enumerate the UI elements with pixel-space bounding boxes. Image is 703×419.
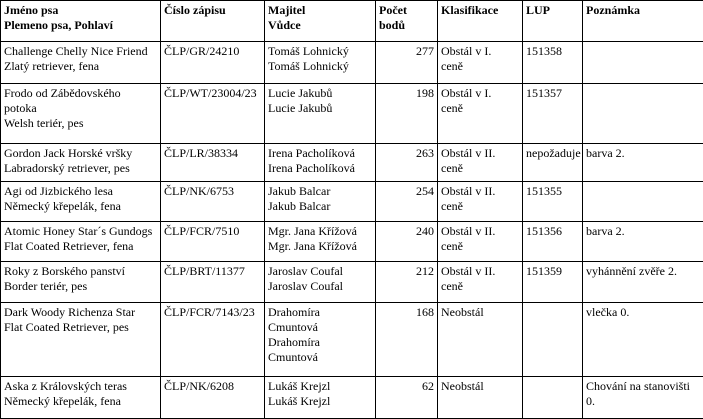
registration-cell	[161, 303, 265, 377]
table-row	[1, 303, 703, 377]
header-row	[1, 1, 703, 42]
registration-number: ČLP/WT/23004/23	[164, 86, 261, 101]
registration-number: ČLP/BRT/11377	[164, 264, 261, 279]
lup-cell	[523, 222, 583, 262]
note-cell	[583, 222, 703, 262]
lup-value: 151357	[526, 86, 579, 101]
header-note-text: Poznámka	[586, 3, 700, 18]
header-name-line: Jméno psa	[4, 3, 157, 18]
points-cell	[376, 84, 438, 144]
lup-cell	[523, 42, 583, 84]
note-cell	[583, 84, 703, 144]
owner-name: Irena Pacholíková	[268, 146, 372, 161]
registration-cell	[161, 84, 265, 144]
lup-cell	[523, 182, 583, 222]
classification-line-1: Obstál v II.	[441, 224, 519, 239]
points-cell	[376, 222, 438, 262]
classification-line-1: Obstál v II.	[441, 184, 519, 199]
dog-cell	[1, 377, 161, 419]
handler-last-name: Cmuntová	[268, 350, 372, 365]
header-lup	[523, 1, 583, 42]
header-registration-text: Číslo zápisu	[164, 3, 261, 18]
points-value: 198	[416, 86, 434, 100]
classification-cell	[438, 303, 523, 377]
registration-number: ČLP/LR/38334	[164, 146, 261, 161]
handler-first-name: Drahomíra	[268, 335, 372, 350]
points-value: 212	[416, 264, 434, 278]
note-cell	[583, 144, 703, 182]
header-points-line-1: Počet	[379, 3, 434, 18]
dog-breed: Flat Coated Retriever, fena	[4, 239, 157, 254]
dog-breed: Border teriér, pes	[4, 279, 157, 294]
dog-breed: Flat Coated Retriever, pes	[4, 320, 157, 335]
classification-line-2: ceně	[441, 279, 519, 294]
lup-value: 151356	[526, 224, 579, 239]
note-text: vlečka 0.	[586, 305, 700, 320]
dog-cell	[1, 84, 161, 144]
dog-cell	[1, 144, 161, 182]
classification-line-2: ceně	[441, 239, 519, 254]
owner-handler-cell	[265, 222, 376, 262]
handler-name: Lukáš Krejzl	[268, 394, 372, 409]
registration-cell	[161, 42, 265, 84]
lup-cell	[523, 84, 583, 144]
header-points-line-2: bodů	[379, 18, 434, 33]
points-value: 263	[416, 146, 434, 160]
handler-name: Irena Pacholíková	[268, 161, 372, 176]
note-cell	[583, 303, 703, 377]
classification-cell	[438, 42, 523, 84]
points-cell	[376, 144, 438, 182]
dog-name: Aska z Královských teras	[4, 379, 157, 394]
note-text: Chování na stanovišti 0.	[586, 379, 700, 409]
note-cell	[583, 182, 703, 222]
owner-first-name: Drahomíra	[268, 305, 372, 320]
header-dog-name	[1, 1, 161, 42]
lup-cell	[523, 303, 583, 377]
classification-line-2: ceně	[441, 101, 519, 116]
dog-cell	[1, 42, 161, 84]
dog-breed: Zlatý retriever, fena	[4, 59, 157, 74]
owner-name: Jakub Balcar	[268, 184, 372, 199]
classification-cell	[438, 84, 523, 144]
header-classification-text: Klasifikace	[441, 3, 519, 18]
classification-cell	[438, 182, 523, 222]
dog-name-continued: potoka	[4, 101, 157, 116]
header-owner-handler	[265, 1, 376, 42]
classification-line-1: Neobstál	[441, 379, 519, 394]
handler-name: Tomáš Lohnický	[268, 59, 372, 74]
header-owner-line: Majitel	[268, 3, 372, 18]
dog-name: Agi od Jizbického lesa	[4, 184, 157, 199]
handler-name: Lucie Jakubů	[268, 101, 372, 116]
points-value: 240	[416, 224, 434, 238]
classification-line-2: ceně	[441, 199, 519, 214]
classification-line-2: ceně	[441, 161, 519, 176]
owner-handler-cell	[265, 377, 376, 419]
points-value: 254	[416, 184, 434, 198]
owner-handler-cell	[265, 144, 376, 182]
header-classification	[438, 1, 523, 42]
dog-name: Challenge Chelly Nice Friend	[4, 44, 157, 59]
owner-last-name: Cmuntová	[268, 320, 372, 335]
note-cell	[583, 42, 703, 84]
dog-name: Atomic Honey Star´s Gundogs	[4, 224, 157, 239]
classification-cell	[438, 222, 523, 262]
header-note	[583, 1, 703, 42]
header-lup-text: LUP	[526, 3, 579, 18]
dog-name: Frodo od Zábědovského	[4, 86, 157, 101]
points-value: 62	[422, 379, 434, 393]
points-cell	[376, 42, 438, 84]
header-registration	[161, 1, 265, 42]
note-cell	[583, 262, 703, 303]
classification-line-1: Obstál v I.	[441, 44, 519, 59]
dog-name: Dark Woody Richenza Star	[4, 305, 157, 320]
dog-name: Gordon Jack Horské vršky	[4, 146, 157, 161]
classification-line-1: Obstál v II.	[441, 264, 519, 279]
registration-number: ČLP/GR/24210	[164, 44, 261, 59]
lup-value: 151359	[526, 264, 579, 279]
registration-number: ČLP/FCR/7510	[164, 224, 261, 239]
registration-number: ČLP/NK/6208	[164, 379, 261, 394]
lup-cell	[523, 144, 583, 182]
header-breed-line: Plemeno psa, Pohlaví	[4, 18, 157, 33]
owner-handler-cell	[265, 182, 376, 222]
registration-cell	[161, 262, 265, 303]
points-value: 277	[416, 44, 434, 58]
points-cell	[376, 182, 438, 222]
points-cell	[376, 262, 438, 303]
owner-handler-cell	[265, 303, 376, 377]
classification-cell	[438, 377, 523, 419]
dog-cell	[1, 222, 161, 262]
dog-breed: Labradorský retriever, pes	[4, 161, 157, 176]
points-cell	[376, 377, 438, 419]
lup-value: 151355	[526, 184, 579, 199]
table-row	[1, 144, 703, 182]
note-text: barva 2.	[586, 224, 700, 239]
table-row	[1, 222, 703, 262]
dog-cell	[1, 182, 161, 222]
owner-handler-cell	[265, 262, 376, 303]
classification-cell	[438, 262, 523, 303]
owner-name: Tomáš Lohnický	[268, 44, 372, 59]
table-row	[1, 84, 703, 144]
owner-name: Lucie Jakubů	[268, 86, 372, 101]
table-row	[1, 262, 703, 303]
dog-cell	[1, 303, 161, 377]
note-cell	[583, 377, 703, 419]
lup-cell	[523, 262, 583, 303]
handler-name: Mgr. Jana Křížová	[268, 239, 372, 254]
dog-name: Roky z Borského panství	[4, 264, 157, 279]
table-row	[1, 182, 703, 222]
table-row	[1, 377, 703, 419]
note-text: barva 2.	[586, 146, 700, 161]
note-text: vyhánnění zvěře 2.	[586, 264, 700, 279]
registration-number: ČLP/NK/6753	[164, 184, 261, 199]
owner-name: Jaroslav Coufal	[268, 264, 372, 279]
owner-handler-cell	[265, 84, 376, 144]
lup-value: nepožaduje	[526, 146, 579, 161]
classification-line-1: Obstál v I.	[441, 86, 519, 101]
handler-name: Jaroslav Coufal	[268, 279, 372, 294]
points-cell	[376, 303, 438, 377]
owner-name: Mgr. Jana Křížová	[268, 224, 372, 239]
classification-cell	[438, 144, 523, 182]
dog-breed: Německý křepelák, fena	[4, 394, 157, 409]
dog-breed: Německý křepelák, fena	[4, 199, 157, 214]
table-row	[1, 42, 703, 84]
dog-breed: Welsh teriér, pes	[4, 116, 157, 131]
registration-cell	[161, 222, 265, 262]
owner-handler-cell	[265, 42, 376, 84]
lup-cell	[523, 377, 583, 419]
registration-cell	[161, 182, 265, 222]
owner-name: Lukáš Krejzl	[268, 379, 372, 394]
registration-cell	[161, 377, 265, 419]
registration-cell	[161, 144, 265, 182]
header-points	[376, 1, 438, 42]
classification-line-1: Obstál v II.	[441, 146, 519, 161]
classification-line-1: Neobstál	[441, 305, 519, 320]
points-value: 168	[416, 305, 434, 319]
classification-line-2: ceně	[441, 59, 519, 74]
handler-name: Jakub Balcar	[268, 199, 372, 214]
lup-value: 151358	[526, 44, 579, 59]
dog-cell	[1, 262, 161, 303]
header-handler-line: Vůdce	[268, 18, 372, 33]
registration-number: ČLP/FCR/7143/23	[164, 305, 261, 320]
